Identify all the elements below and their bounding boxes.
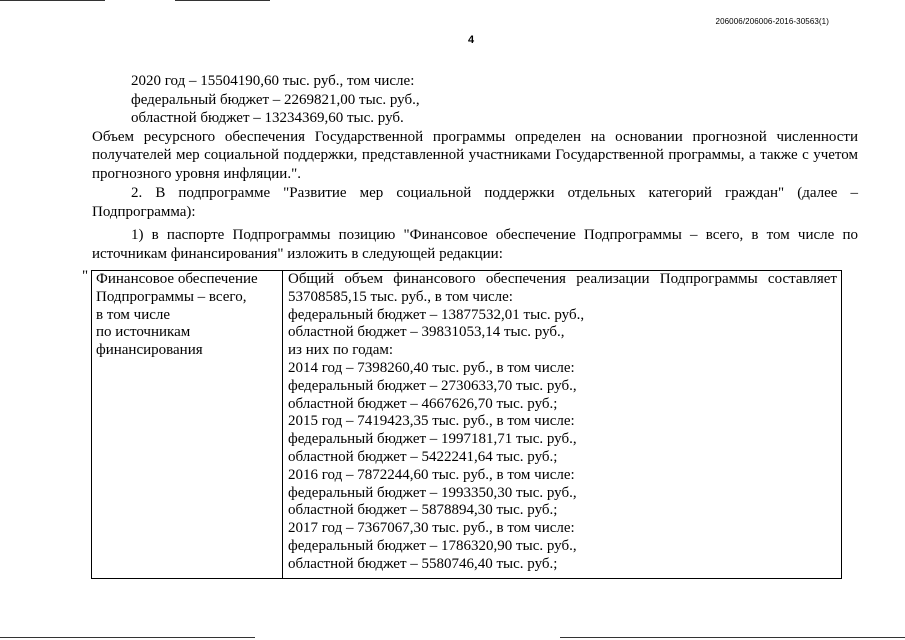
right-cell-line: областной бюджет – 39831053,14 тыс. руб., [288,324,565,341]
right-cell-line: федеральный бюджет – 13877532,01 тыс. руб., [288,306,585,323]
right-cell-line: федеральный бюджет – 2730633,70 тыс. руб., [288,377,577,394]
right-cell-line: федеральный бюджет – 1786320,90 тыс. руб., [288,537,577,554]
right-cell-line: 2016 год – 7872244,60 тыс. руб., в том числе: [288,466,575,483]
right-cell-line: областной бюджет – 5422241,64 тыс. руб.; [288,448,558,465]
item-1-paragraph: 1) в паспорте Подпрограммы позицию "Финансовое обеспечение Подпрограммы – всего, в том числе по источникам финансирования" изложить в следующей редакции: [92,227,858,262]
document-body [92,72,858,263]
right-cell-line: 2014 год – 7398260,40 тыс. руб., в том числе: [288,359,575,376]
right-cell-line: областной бюджет – 5878894,30 тыс. руб.; [288,502,558,519]
resource-paragraph: Объем ресурсного обеспечения Государственной программы определен на основании прогнозной численности получателей мер социальной поддержки, представленной участниками Государственной программы, а также с учетом прогнозного уровня инфляции.". [92,128,858,182]
scan-edge-bottom-left [0,637,255,638]
federal-budget-line: федеральный бюджет – 2269821,00 тыс. руб., [131,91,420,108]
page-number: 4 [468,34,475,46]
left-cell-line: по источникам [96,324,191,341]
right-cell-line: областной бюджет – 4667626,70 тыс. руб.; [288,395,558,412]
left-cell-line: Финансовое обеспечение [96,271,258,287]
financing-table [91,270,842,579]
year-2020-line: 2020 год – 15504190,60 тыс. руб., том числе: [131,73,415,89]
table-left-cell [92,271,283,578]
table-open-quote: " [82,268,89,284]
scan-edge-top-left [0,0,105,1]
scan-edge-top-mid [175,0,270,1]
item-2-paragraph: 2. В подпрограмме "Развитие мер социальной поддержки отдельных категорий граждан" (далее – Подпрограмма): [92,185,858,220]
right-cell-line: федеральный бюджет – 1993350,30 тыс. руб., [288,484,577,501]
right-cell-intro: Общий объем финансового обеспечения реализации Подпрограммы составляет 53708585,15 тыс. руб., в том числе: [288,271,837,305]
regional-budget-line: областной бюджет – 13234369,60 тыс. руб. [131,110,404,126]
left-cell-line: финансирования [96,342,203,359]
right-cell-line: 2017 год – 7367067,30 тыс. руб., в том числе: [288,520,575,537]
right-cell-line: 2015 год – 7419423,35 тыс. руб., в том числе: [288,413,575,430]
table-right-cell [283,271,841,578]
right-cell-line: из них по годам: [288,342,394,359]
scan-edge-bottom-right [560,637,905,638]
left-cell-line: в том числе [96,306,171,323]
document-id: 206006/206006-2016-30563(1) [715,17,829,26]
right-cell-line: федеральный бюджет – 1997181,71 тыс. руб., [288,431,577,448]
right-cell-line: областной бюджет – 5580746,40 тыс. руб.; [288,555,558,572]
left-cell-line: Подпрограммы – всего, [96,288,247,305]
